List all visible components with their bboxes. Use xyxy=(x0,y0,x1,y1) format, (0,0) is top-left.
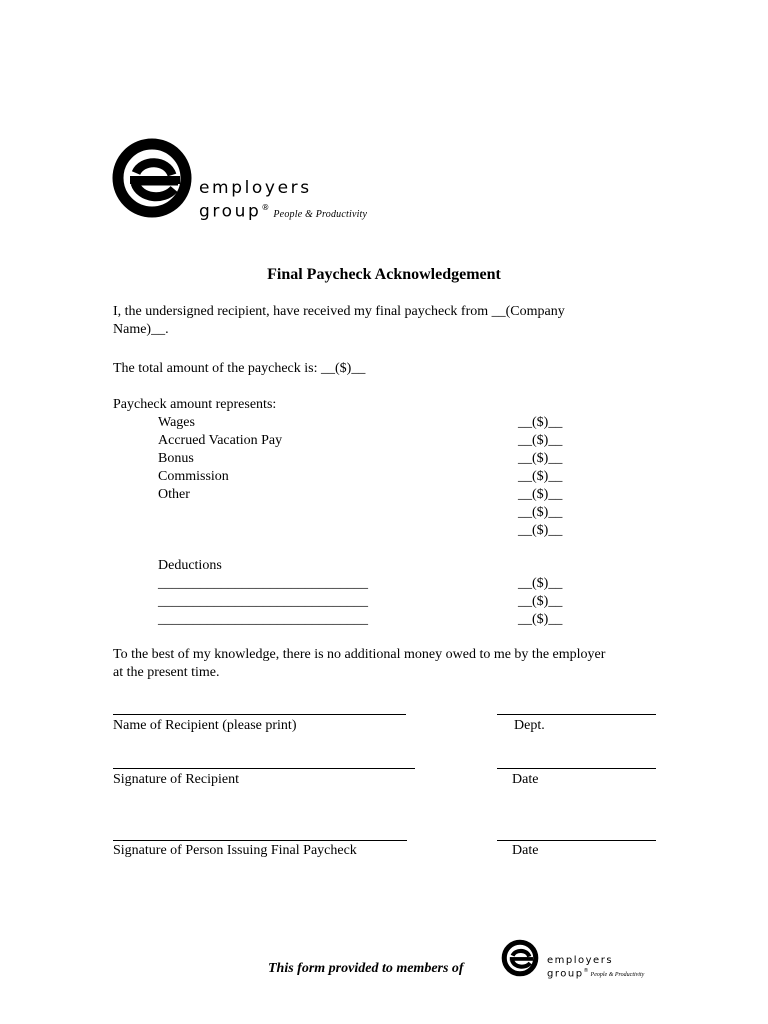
dept-label: Dept. xyxy=(514,718,545,733)
footer-brand-line1: employers xyxy=(547,955,614,966)
issuer-date-field[interactable] xyxy=(497,840,656,841)
statement-line-1: To the best of my knowledge, there is no additional money owed to me by the employer xyxy=(113,647,606,662)
statement-line-2: at the present time. xyxy=(113,665,220,680)
recipient-date-field[interactable] xyxy=(497,768,656,769)
footer-text: This form provided to members of xyxy=(268,961,464,976)
item-amount-other: __($)__ xyxy=(518,487,563,502)
deduction-blank-1: ______________________________ xyxy=(158,576,368,591)
item-amount-commission: __($)__ xyxy=(518,469,563,484)
footer-brand-line2-row xyxy=(547,966,644,981)
employers-group-logo-icon xyxy=(112,137,192,224)
brand-tagline: People & Productivity xyxy=(273,208,368,220)
recipient-signature-label: Signature of Recipient xyxy=(113,772,239,787)
deduction-blank-3: ______________________________ xyxy=(158,612,368,627)
issuer-signature-field[interactable] xyxy=(113,840,407,841)
recipient-date-label: Date xyxy=(512,772,539,787)
deduction-amount-3: __($)__ xyxy=(518,612,563,627)
footer-brand-tagline: People & Productivity xyxy=(590,972,645,979)
item-amount-wages: __($)__ xyxy=(518,415,563,430)
item-amount-extra-1: __($)__ xyxy=(518,505,563,520)
item-label-commission: Commission xyxy=(158,469,229,484)
recipient-name-label: Name of Recipient (please print) xyxy=(113,718,297,733)
item-amount-bonus: __($)__ xyxy=(518,451,563,466)
brand-line2-row xyxy=(199,198,367,225)
deductions-heading: Deductions xyxy=(158,558,222,573)
deduction-blank-2: ______________________________ xyxy=(158,594,368,609)
intro-line-2: Name)__. xyxy=(113,322,169,337)
dept-field[interactable] xyxy=(497,714,656,715)
footer-brand-line2: group xyxy=(547,968,584,980)
deduction-amount-1: __($)__ xyxy=(518,576,563,591)
deduction-amount-2: __($)__ xyxy=(518,594,563,609)
brand-line2: group xyxy=(199,201,262,222)
item-label-bonus: Bonus xyxy=(158,451,194,466)
footer-logo-icon xyxy=(496,939,544,982)
item-amount-extra-2: __($)__ xyxy=(518,523,563,538)
item-amount-vacation: __($)__ xyxy=(518,433,563,448)
document-title: Final Paycheck Acknowledgement xyxy=(267,266,501,283)
recipient-signature-field[interactable] xyxy=(113,768,415,769)
item-label-other: Other xyxy=(158,487,190,502)
total-amount-line: The total amount of the paycheck is: __($)__ xyxy=(113,361,366,376)
item-label-wages: Wages xyxy=(158,415,195,430)
represents-heading: Paycheck amount represents: xyxy=(113,397,277,412)
brand-wordmark xyxy=(199,178,367,225)
issuer-signature-label: Signature of Person Issuing Final Paycheck xyxy=(113,843,357,858)
footer-wordmark xyxy=(547,955,644,981)
brand-registered: ® xyxy=(261,203,270,212)
recipient-name-field[interactable] xyxy=(113,714,406,715)
footer-brand-registered: ® xyxy=(583,968,589,974)
item-label-vacation: Accrued Vacation Pay xyxy=(158,433,283,448)
issuer-date-label: Date xyxy=(512,843,539,858)
intro-line-1: I, the undersigned recipient, have received my final paycheck from __(Company xyxy=(113,304,565,319)
brand-line1: employers xyxy=(199,178,312,198)
